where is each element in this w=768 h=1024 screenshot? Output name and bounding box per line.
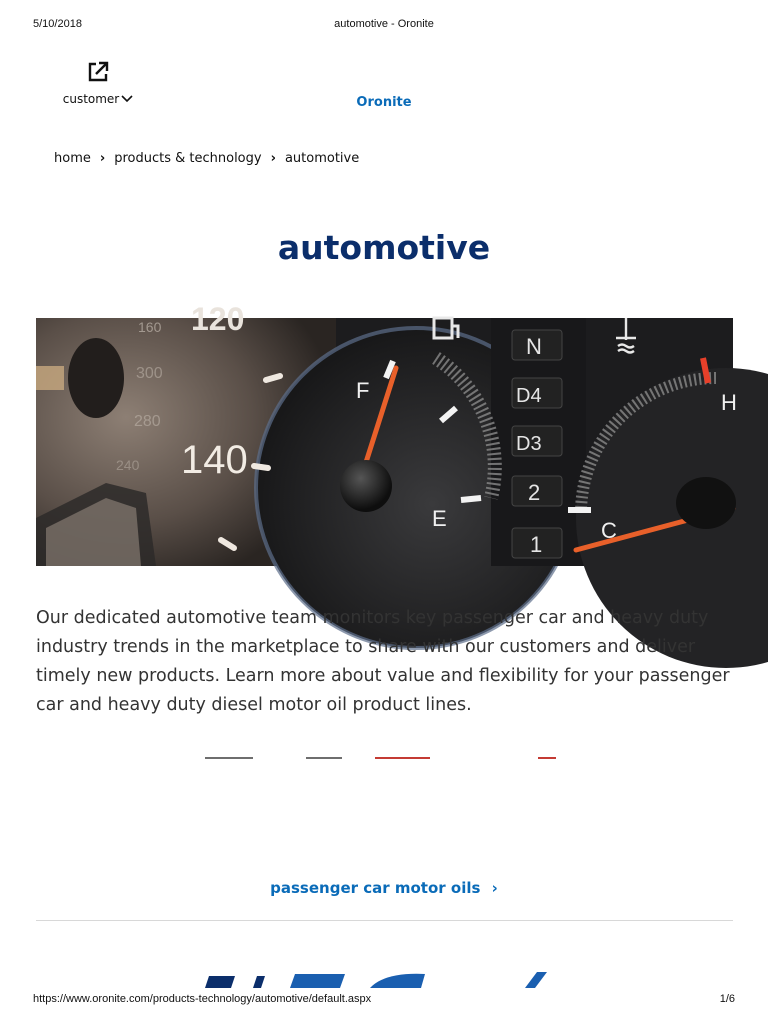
speed-label-140: 140 — [181, 438, 248, 482]
product-logo-partial — [195, 968, 565, 988]
fuel-tick-empty — [461, 498, 481, 500]
print-date: 5/10/2018 — [33, 18, 82, 30]
fuel-empty-label: E — [432, 506, 447, 531]
gear-n: N — [526, 334, 542, 359]
gauge-hub — [340, 460, 392, 512]
breadcrumb-home[interactable]: home — [54, 151, 91, 166]
temp-hot-label: H — [721, 390, 737, 415]
chevron-right-icon: › — [491, 879, 498, 897]
fuel-full-label: F — [356, 378, 370, 403]
speed-label-faint: 160 — [138, 319, 162, 335]
print-page-number: 1/6 — [719, 993, 735, 1005]
print-footer — [33, 993, 735, 1007]
breadcrumb-current: automotive — [284, 151, 360, 166]
chevron-right-icon: › — [99, 151, 106, 166]
temp-cold-label: C — [601, 518, 617, 543]
speed-tick — [254, 466, 268, 468]
gear-d3: D3 — [516, 433, 542, 455]
section-divider — [36, 920, 733, 921]
gear-d4: D4 — [516, 385, 542, 407]
external-link-icon[interactable] — [86, 60, 110, 84]
intro-paragraph: Our dedicated automotive team monitors key passenger car and heavy duty industry trends in the marketplace to share with our customers and deliver timely new products. Learn more about value and flexibility for your passenger car and heavy duty diesel motor oil product lines. — [36, 608, 730, 715]
speed-label-faint: 240 — [116, 457, 140, 473]
passenger-car-motor-oils-link[interactable] — [0, 879, 768, 897]
temp-hub — [676, 477, 736, 529]
link-label: passenger car motor oils — [270, 879, 481, 897]
speed-label-120: 120 — [191, 301, 245, 337]
breadcrumb-products-technology[interactable]: products & technology — [114, 151, 262, 166]
gear-2: 2 — [528, 480, 541, 505]
print-url: https://www.oronite.com/products-technology/automotive/default.aspx — [33, 993, 372, 1005]
gear-1: 1 — [530, 532, 543, 557]
page-title: automotive — [277, 228, 491, 267]
breadcrumb — [54, 151, 359, 166]
brand-logo[interactable]: Oronite — [356, 95, 412, 110]
logo-strip-partial — [200, 757, 560, 761]
speed-label-faint: 300 — [136, 365, 163, 382]
customer-label: customer — [62, 92, 120, 106]
chevron-right-icon: › — [270, 151, 276, 166]
print-title: automotive - Oronite — [334, 18, 434, 30]
speed-label-faint: 280 — [134, 413, 161, 430]
print-header — [33, 18, 735, 32]
speed-tick — [266, 376, 280, 380]
hero-image-dashboard — [36, 301, 737, 566]
